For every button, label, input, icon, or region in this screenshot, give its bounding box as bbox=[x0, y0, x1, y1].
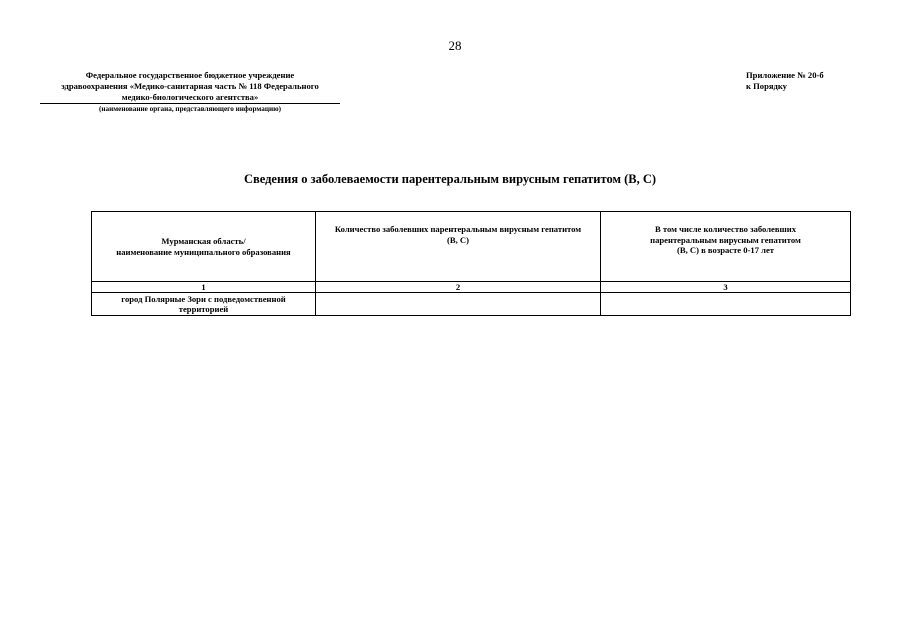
organization-underline bbox=[40, 103, 340, 104]
report-table bbox=[91, 211, 851, 316]
organization-name-line-2: здравоохранения «Медико-санитарная часть № 118 Федерального bbox=[61, 81, 319, 91]
appendix-line-2: к Порядку bbox=[746, 81, 787, 91]
table-row bbox=[92, 293, 851, 316]
column-number: 1 bbox=[92, 282, 316, 293]
header-cell-text: наименование муниципального образования bbox=[116, 246, 291, 257]
page-number: 28 bbox=[448, 38, 462, 53]
header-cell-text: (В, С) в возрасте 0-17 лет bbox=[676, 245, 775, 255]
organization-name-line-3: медико-биологического агентства» bbox=[121, 92, 259, 102]
appendix-reference bbox=[746, 70, 846, 92]
header-cell-text: В том числе количество заболевших bbox=[654, 224, 797, 234]
organization-block bbox=[40, 70, 340, 114]
organization-name bbox=[40, 70, 340, 103]
header-cell-region bbox=[92, 212, 316, 282]
appendix-line-1: Приложение № 20-б bbox=[746, 70, 824, 80]
row-region-text: территорией bbox=[178, 304, 229, 314]
header-cell-text: парентеральным вирусным гепатитом bbox=[650, 234, 801, 245]
header-cell-children bbox=[601, 212, 851, 282]
header-cell-total bbox=[316, 212, 601, 282]
row-region-text: город Полярные Зори с подведомственной bbox=[121, 293, 286, 304]
organization-caption: (наименование органа, представляющего информацию) bbox=[99, 105, 281, 113]
document-title: Сведения о заболеваемости парентеральным вирусным гепатитом (В, С) bbox=[243, 172, 657, 186]
header-cell-text: (В, С) bbox=[447, 234, 469, 245]
table-header-row bbox=[92, 212, 851, 282]
column-number-row bbox=[92, 282, 851, 293]
header-cell-text: Количество заболевших парентеральным вирусным гепатитом bbox=[334, 224, 582, 234]
column-number: 2 bbox=[316, 282, 601, 293]
organization-name-line-1: Федеральное государственное бюджетное учреждение bbox=[85, 70, 295, 80]
row-total-cell bbox=[316, 293, 601, 316]
row-region-cell bbox=[92, 293, 316, 316]
header-cell-text: Мурманская область/ bbox=[161, 236, 246, 246]
column-number: 3 bbox=[601, 282, 851, 293]
row-children-cell bbox=[601, 293, 851, 316]
